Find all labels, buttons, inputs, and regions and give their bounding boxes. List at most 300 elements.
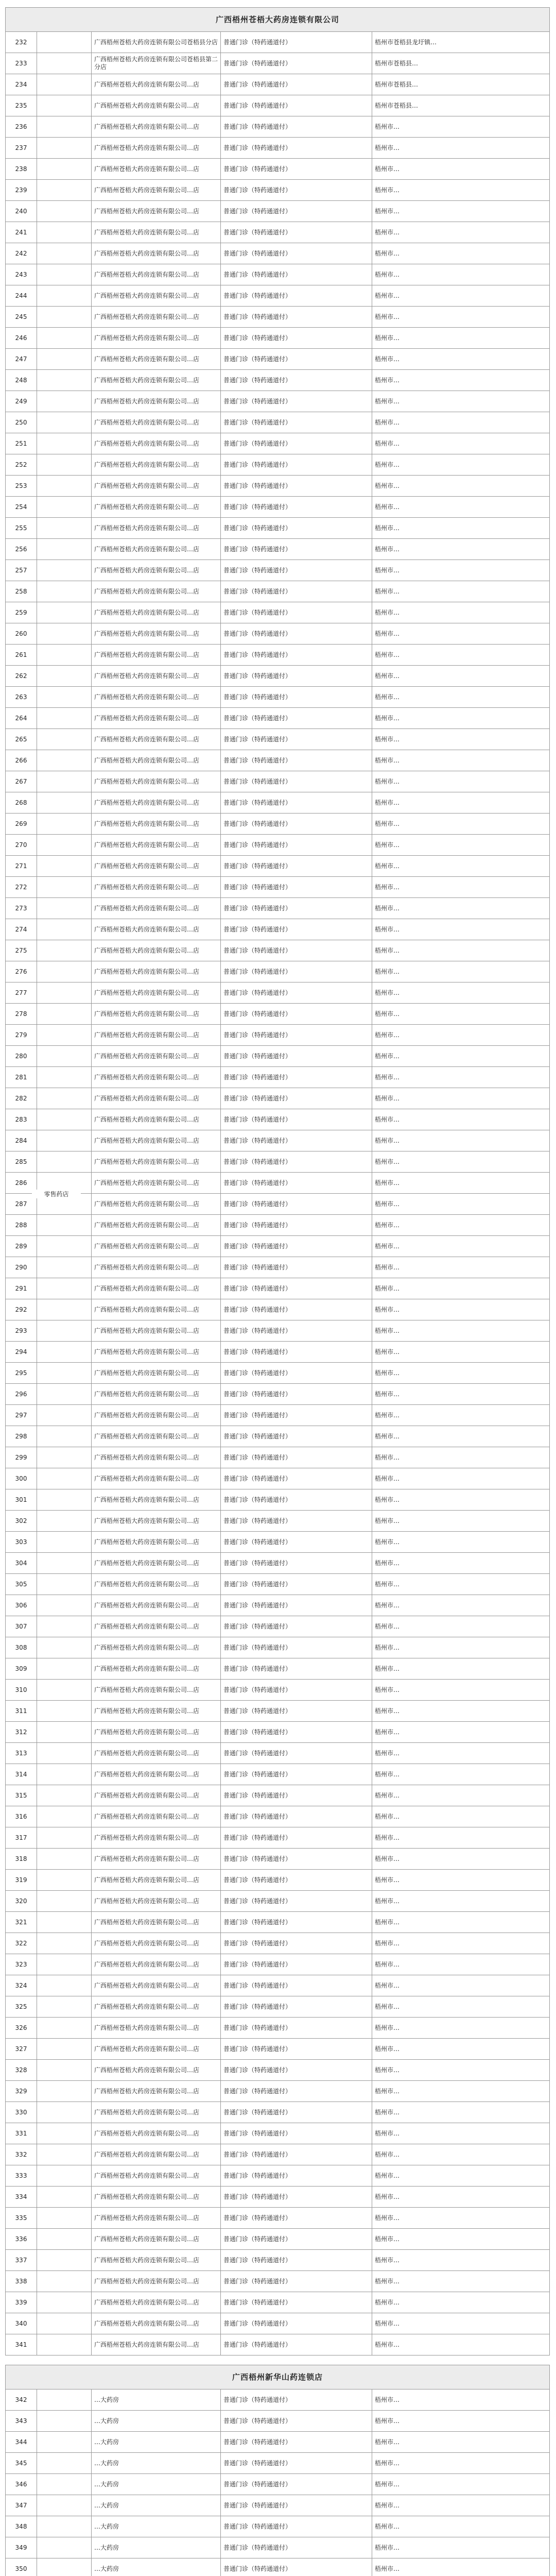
category-cell [37, 1067, 92, 1088]
pharmacy-address: 梧州市… [375, 1073, 400, 1081]
service-type: 普通门诊（特药通道付） [221, 961, 372, 982]
service-type: 普通门诊（特药通道付） [221, 835, 372, 855]
table-row [6, 2187, 549, 2208]
pharmacy-address: 梧州市… [375, 2214, 400, 2222]
pharmacy-address: 梧州市… [375, 2256, 400, 2264]
pharmacy-name: 广西梧州苍梧大药房连锁有限公司…店 [92, 687, 221, 707]
service-type: 普通门诊（特药通道付） [221, 2313, 372, 2334]
row-number: 322 [6, 1933, 37, 1954]
table-row [6, 1849, 549, 1870]
pharmacy-address: 梧州市… [375, 144, 400, 151]
pharmacy-address: 梧州市… [375, 2172, 400, 2179]
category-cell [37, 2018, 92, 2038]
category-cell [37, 2432, 92, 2452]
service-type: 普通门诊（特药通道付） [221, 982, 372, 1003]
row-number: 296 [6, 1384, 37, 1404]
table-row [6, 391, 549, 412]
table-row [6, 1680, 549, 1701]
service-type: 普通门诊（特药通道付） [221, 1236, 372, 1257]
table-row [6, 2102, 549, 2123]
service-type: 普通门诊（特药通道付） [221, 1405, 372, 1426]
pharmacy-address: 梧州市… [375, 2341, 400, 2348]
service-type: 普通门诊（特药通道付） [221, 2250, 372, 2270]
row-number: 260 [6, 623, 37, 644]
category-cell [37, 919, 92, 940]
service-type: 普通门诊（特药通道付） [221, 201, 372, 222]
category-cell [37, 138, 92, 158]
service-type: 普通门诊（特药通道付） [221, 370, 372, 391]
service-type: 普通门诊（特药通道付） [221, 2187, 372, 2207]
row-number: 282 [6, 1088, 37, 1109]
service-type: 普通门诊（特药通道付） [221, 433, 372, 454]
pharmacy-address: 梧州市… [375, 2396, 400, 2403]
service-type: 普通门诊（特药通道付） [221, 476, 372, 496]
service-type: 普通门诊（特药通道付） [221, 1532, 372, 1552]
pharmacy-address: 梧州市… [375, 1559, 400, 1567]
row-number: 248 [6, 370, 37, 391]
row-number: 338 [6, 2271, 37, 2292]
row-number: 232 [6, 32, 37, 53]
table-row [6, 32, 549, 53]
pharmacy-name: 广西梧州苍梧大药房连锁有限公司…店 [92, 95, 221, 116]
table-row [6, 1088, 549, 1109]
table-row [6, 1468, 549, 1489]
category-cell [37, 2453, 92, 2473]
table-row [6, 2081, 549, 2102]
pharmacy-name: …大药房 [92, 2389, 221, 2410]
row-number: 274 [6, 919, 37, 940]
pharmacy-name: 广西梧州苍梧大药房连锁有限公司…店 [92, 708, 221, 728]
service-type: 普通门诊（特药通道付） [221, 2558, 372, 2576]
pharmacy-address: 梧州市… [375, 1284, 400, 1292]
category-cell [37, 1743, 92, 1764]
pharmacy-name: 广西梧州苍梧大药房连锁有限公司…店 [92, 2144, 221, 2165]
pharmacy-address: 梧州市… [375, 2565, 400, 2572]
table-row [6, 1447, 549, 1468]
category-cell [37, 1912, 92, 1933]
table-row [6, 2432, 549, 2453]
service-type: 普通门诊（特药通道付） [221, 1954, 372, 1975]
pharmacy-name: 广西梧州苍梧大药房连锁有限公司…店 [92, 1743, 221, 1764]
table-row [6, 2292, 549, 2313]
category-cell [37, 2334, 92, 2355]
pharmacy-name: 广西梧州苍梧大药房连锁有限公司…店 [92, 666, 221, 686]
service-type: 普通门诊（特药通道付） [221, 1912, 372, 1933]
category-cell [37, 982, 92, 1003]
pharmacy-name: 广西梧州苍梧大药房连锁有限公司…店 [92, 856, 221, 876]
pharmacy-address: 梧州市… [375, 228, 400, 236]
table-row [6, 2060, 549, 2081]
pharmacy-name: 广西梧州苍梧大药房连锁有限公司…店 [92, 814, 221, 834]
row-number: 262 [6, 666, 37, 686]
row-number: 298 [6, 1426, 37, 1447]
service-type: 普通门诊（特药通道付） [221, 1996, 372, 2017]
pharmacy-address: 梧州市… [375, 2024, 400, 2031]
table-row [6, 138, 549, 159]
pharmacy-name: 广西梧州苍梧大药房连锁有限公司…店 [92, 877, 221, 897]
category-cell [37, 1637, 92, 1658]
table-row [6, 1194, 549, 1215]
pharmacy-name: 广西梧州苍梧大药房连锁有限公司…店 [92, 1426, 221, 1447]
row-number: 261 [6, 645, 37, 665]
service-type: 普通门诊（特药通道付） [221, 1004, 372, 1024]
row-number: 348 [6, 2516, 37, 2537]
service-type: 普通门诊（特药通道付） [221, 729, 372, 750]
pharmacy-address: 梧州市… [375, 820, 400, 827]
pharmacy-address: 梧州市… [375, 2438, 400, 2446]
category-cell [37, 1236, 92, 1257]
pharmacy-address: 梧州市… [375, 482, 400, 489]
table-row [6, 412, 549, 433]
table-row [6, 1891, 549, 1912]
table-row [6, 919, 549, 940]
table-row [6, 1236, 549, 1257]
table-row [6, 2039, 549, 2060]
row-number: 277 [6, 982, 37, 1003]
pharmacy-address: 梧州市… [375, 1496, 400, 1503]
category-cell [37, 2516, 92, 2537]
table-row [6, 1553, 549, 1574]
row-number: 347 [6, 2495, 37, 2516]
pharmacy-name: 广西梧州苍梧大药房连锁有限公司…店 [92, 433, 221, 454]
pharmacy-name: 广西梧州苍梧大药房连锁有限公司…店 [92, 1975, 221, 1996]
pharmacy-name: 广西梧州苍梧大药房连锁有限公司…店 [92, 835, 221, 855]
service-type: 普通门诊（特药通道付） [221, 2208, 372, 2228]
service-type: 普通门诊（特药通道付） [221, 1468, 372, 1489]
table-row [6, 201, 549, 222]
row-number: 305 [6, 1574, 37, 1595]
category-cell [37, 1553, 92, 1573]
pharmacy-name: 广西梧州苍梧大药房连锁有限公司…店 [92, 1194, 221, 1214]
pharmacy-address: 梧州市… [375, 1622, 400, 1630]
table-row [6, 1151, 549, 1173]
service-type: 普通门诊（特药通道付） [221, 95, 372, 116]
pharmacy-address: 梧州市… [375, 1263, 400, 1271]
service-type: 普通门诊（特药通道付） [221, 1151, 372, 1172]
pharmacy-address: 梧州市… [375, 270, 400, 278]
table-row [6, 2411, 549, 2432]
pharmacy-name: 广西梧州苍梧大药房连锁有限公司…店 [92, 1489, 221, 1510]
category-cell [37, 1004, 92, 1024]
table-row [6, 1637, 549, 1658]
category-cell [37, 1489, 92, 1510]
service-type: 普通门诊（特药通道付） [221, 32, 372, 53]
category-cell [37, 1954, 92, 1975]
table-row [6, 2123, 549, 2144]
service-type: 普通门诊（特药通道付） [221, 771, 372, 792]
row-number: 337 [6, 2250, 37, 2270]
pharmacy-name: 广西梧州苍梧大药房连锁有限公司…店 [92, 412, 221, 433]
category-cell [37, 1088, 92, 1109]
pharmacy-name: 广西梧州苍梧大药房连锁有限公司…店 [92, 349, 221, 369]
row-number: 250 [6, 412, 37, 433]
pharmacy-address: 梧州市… [375, 2544, 400, 2551]
row-number: 272 [6, 877, 37, 897]
category-cell [37, 835, 92, 855]
row-number: 273 [6, 898, 37, 919]
service-type: 普通门诊（特药通道付） [221, 2229, 372, 2249]
row-number: 263 [6, 687, 37, 707]
row-number: 332 [6, 2144, 37, 2165]
pharmacy-address: 梧州市… [375, 334, 400, 342]
category-cell [37, 32, 92, 53]
category-cell [37, 159, 92, 179]
pharmacy-address: 梧州市… [375, 355, 400, 363]
pharmacy-name: …大药房 [92, 2537, 221, 2558]
table-row [6, 581, 549, 602]
pharmacy-name: 广西梧州苍梧大药房连锁有限公司…店 [92, 919, 221, 940]
pharmacy-name: 广西梧州苍梧大药房连锁有限公司…店 [92, 243, 221, 264]
service-type: 普通门诊（特药通道付） [221, 2411, 372, 2431]
pharmacy-name: 广西梧州苍梧大药房连锁有限公司苍梧县分店 [92, 32, 221, 53]
service-type: 普通门诊（特药通道付） [221, 1489, 372, 1510]
row-number: 309 [6, 1658, 37, 1679]
table-row [6, 497, 549, 518]
pharmacy-name: 广西梧州苍梧大药房连锁有限公司…店 [92, 1236, 221, 1257]
category-cell [37, 1870, 92, 1890]
category-cell [37, 222, 92, 243]
service-type: 普通门诊（特药通道付） [221, 1933, 372, 1954]
service-type: 普通门诊（特药通道付） [221, 1849, 372, 1869]
pharmacy-address: 梧州市… [375, 1855, 400, 1862]
row-number: 321 [6, 1912, 37, 1933]
service-type: 普通门诊（特药通道付） [221, 2039, 372, 2059]
row-number: 341 [6, 2334, 37, 2355]
pharmacy-name: 广西梧州苍梧大药房连锁有限公司…店 [92, 518, 221, 538]
table-row [6, 95, 549, 116]
row-number: 307 [6, 1616, 37, 1637]
pharmacy-address: 梧州市… [375, 925, 400, 933]
pharmacy-name: 广西梧州苍梧大药房连锁有限公司…店 [92, 1257, 221, 1278]
table-row [6, 2474, 549, 2495]
category-cell [37, 1046, 92, 1066]
row-number: 317 [6, 1827, 37, 1848]
pharmacy-address: 梧州市苍梧县… [375, 59, 419, 67]
pharmacy-name: 广西梧州苍梧大药房连锁有限公司…店 [92, 2313, 221, 2334]
row-number: 236 [6, 116, 37, 137]
pharmacy-address: 梧州市… [375, 2066, 400, 2074]
pharmacy-address: 梧州市… [375, 2298, 400, 2306]
row-number: 239 [6, 180, 37, 200]
service-type: 普通门诊（特药通道付） [221, 1806, 372, 1827]
pharmacy-name: 广西梧州苍梧大药房连锁有限公司…店 [92, 1806, 221, 1827]
row-number: 265 [6, 729, 37, 750]
category-cell [37, 1722, 92, 1742]
pharmacy-address: 梧州市… [375, 693, 400, 701]
category-cell [37, 201, 92, 222]
category-cell [37, 2411, 92, 2431]
row-number: 259 [6, 602, 37, 623]
service-type: 普通门诊（特药通道付） [221, 2144, 372, 2165]
service-type: 普通门诊（特药通道付） [221, 814, 372, 834]
table-row [6, 2271, 549, 2292]
pharmacy-name: …大药房 [92, 2516, 221, 2537]
category-cell [37, 2123, 92, 2144]
category-cell [37, 1616, 92, 1637]
service-type: 普通门诊（特药通道付） [221, 1130, 372, 1151]
service-type: 普通门诊（特药通道付） [221, 1447, 372, 1468]
service-type: 普通门诊（特药通道付） [221, 2474, 372, 2495]
row-number: 313 [6, 1743, 37, 1764]
table-row [6, 1299, 549, 1320]
category-cell [37, 560, 92, 581]
row-number: 349 [6, 2537, 37, 2558]
row-number: 299 [6, 1447, 37, 1468]
category-cell [37, 814, 92, 834]
category-cell [37, 1701, 92, 1721]
category-cell [37, 729, 92, 750]
pharmacy-address: 梧州市… [375, 1643, 400, 1651]
pharmacy-address: 梧州市… [375, 1052, 400, 1060]
service-type: 普通门诊（特药通道付） [221, 940, 372, 961]
category-cell [37, 1658, 92, 1679]
table-row [6, 729, 549, 750]
pharmacy-name: 广西梧州苍梧大药房连锁有限公司…店 [92, 391, 221, 412]
pharmacy-address: 梧州市… [375, 1242, 400, 1250]
service-type: 普通门诊（特药通道付） [221, 792, 372, 813]
row-number: 289 [6, 1236, 37, 1257]
table-row [6, 2208, 549, 2229]
pharmacy-name: 广西梧州苍梧大药房连锁有限公司…店 [92, 2060, 221, 2080]
row-number: 257 [6, 560, 37, 581]
row-number: 247 [6, 349, 37, 369]
pharmacy-name: 广西梧州苍梧大药房连锁有限公司…店 [92, 1764, 221, 1785]
category-cell [37, 856, 92, 876]
service-type: 普通门诊（特药通道付） [221, 1511, 372, 1531]
category-cell [37, 687, 92, 707]
pharmacy-address: 梧州市… [375, 1580, 400, 1588]
category-cell [37, 53, 92, 74]
table-row [6, 2018, 549, 2039]
pharmacy-name: 广西梧州苍梧大药房连锁有限公司…店 [92, 1722, 221, 1742]
pharmacy-name: 广西梧州苍梧大药房连锁有限公司…店 [92, 1827, 221, 1848]
service-type: 普通门诊（特药通道付） [221, 1870, 372, 1890]
pharmacy-address: 梧州市… [375, 672, 400, 680]
category-cell [37, 940, 92, 961]
table-row [6, 1870, 549, 1891]
service-type: 普通门诊（特药通道付） [221, 349, 372, 369]
pharmacy-name: 广西梧州苍梧大药房连锁有限公司…店 [92, 1363, 221, 1383]
table-row [6, 898, 549, 919]
pharmacy-address: 梧州市… [375, 968, 400, 975]
service-type: 普通门诊（特药通道付） [221, 454, 372, 475]
pharmacy-name: 广西梧州苍梧大药房连锁有限公司…店 [92, 1067, 221, 1088]
pharmacy-name: 广西梧州苍梧大药房连锁有限公司…店 [92, 74, 221, 95]
pharmacy-name: 广西梧州苍梧大药房连锁有限公司…店 [92, 2039, 221, 2059]
category-cell [37, 518, 92, 538]
category-cell [37, 2102, 92, 2123]
pharmacy-name: 广西梧州苍梧大药房连锁有限公司…店 [92, 1785, 221, 1806]
table-row [6, 750, 549, 771]
category-cell [37, 1996, 92, 2017]
table-section [5, 2365, 550, 2576]
table-row [6, 1511, 549, 1532]
row-number: 266 [6, 750, 37, 771]
table-row [6, 1067, 549, 1088]
service-type: 普通门诊（特药通道付） [221, 243, 372, 264]
category-cell [37, 1405, 92, 1426]
category-cell [37, 1215, 92, 1235]
row-number: 300 [6, 1468, 37, 1489]
row-number: 323 [6, 1954, 37, 1975]
service-type: 普通门诊（特药通道付） [221, 560, 372, 581]
category-cell [37, 412, 92, 433]
pharmacy-name: 广西梧州苍梧大药房连锁有限公司…店 [92, 159, 221, 179]
pharmacy-address: 梧州市… [375, 503, 400, 511]
table-row [6, 1912, 549, 1933]
pharmacy-name: …大药房 [92, 2432, 221, 2452]
row-number: 335 [6, 2208, 37, 2228]
pharmacy-address: 梧州市… [375, 1749, 400, 1757]
document [5, 7, 550, 2576]
service-type: 普通门诊（特药通道付） [221, 497, 372, 517]
table-row [6, 539, 549, 560]
table-row [6, 1701, 549, 1722]
table-row [6, 2229, 549, 2250]
pharmacy-address: 梧州市… [375, 1707, 400, 1715]
pharmacy-name: 广西梧州苍梧大药房连锁有限公司…店 [92, 1088, 221, 1109]
pharmacy-address: 梧州市… [375, 1348, 400, 1355]
service-type: 普通门诊（特药通道付） [221, 2102, 372, 2123]
row-number: 329 [6, 2081, 37, 2102]
pharmacy-address: 梧州市… [375, 2480, 400, 2488]
pharmacy-address: 梧州市… [375, 2235, 400, 2243]
pharmacy-name: 广西梧州苍梧大药房连锁有限公司…店 [92, 898, 221, 919]
row-number: 255 [6, 518, 37, 538]
table-row [6, 2558, 549, 2576]
pharmacy-address: 梧州市… [375, 418, 400, 426]
service-type: 普通门诊（特药通道付） [221, 1173, 372, 1193]
table-row [6, 1743, 549, 1764]
pharmacy-name: 广西梧州苍梧大药房连锁有限公司…店 [92, 180, 221, 200]
category-cell [37, 539, 92, 560]
row-number: 287 [6, 1194, 37, 1214]
category-cell [37, 433, 92, 454]
row-number: 295 [6, 1363, 37, 1383]
row-number: 237 [6, 138, 37, 158]
category-cell [37, 1468, 92, 1489]
pharmacy-address: 梧州市… [375, 1981, 400, 1989]
pharmacy-name: 广西梧州苍梧大药房连锁有限公司…店 [92, 1870, 221, 1890]
row-number: 279 [6, 1025, 37, 1045]
category-cell [37, 645, 92, 665]
service-type: 普通门诊（特药通道付） [221, 1722, 372, 1742]
table-row [6, 2453, 549, 2474]
pharmacy-name: 广西梧州苍梧大药房连锁有限公司…店 [92, 1658, 221, 1679]
pharmacy-address: 梧州市… [375, 439, 400, 447]
pharmacy-address: 梧州市… [375, 1094, 400, 1102]
row-number: 327 [6, 2039, 37, 2059]
pharmacy-address: 梧州市… [375, 1031, 400, 1039]
category-cell [37, 602, 92, 623]
category-cell [37, 1257, 92, 1278]
pharmacy-name: 广西梧州苍梧大药房连锁有限公司…店 [92, 116, 221, 137]
pharmacy-name: …大药房 [92, 2453, 221, 2473]
category-cell [37, 2165, 92, 2186]
category-cell [37, 2474, 92, 2495]
service-type: 普通门诊（特药通道付） [221, 2060, 372, 2080]
table-row [6, 1489, 549, 1511]
table-row [6, 708, 549, 729]
pharmacy-name: …大药房 [92, 2495, 221, 2516]
pharmacy-address: 梧州市… [375, 1137, 400, 1144]
pharmacy-name: 广西梧州苍梧大药房连锁有限公司…店 [92, 560, 221, 581]
row-number: 251 [6, 433, 37, 454]
service-type: 普通门诊（特药通道付） [221, 412, 372, 433]
table-row [6, 982, 549, 1004]
row-number: 238 [6, 159, 37, 179]
pharmacy-address: 梧州市… [375, 2108, 400, 2116]
